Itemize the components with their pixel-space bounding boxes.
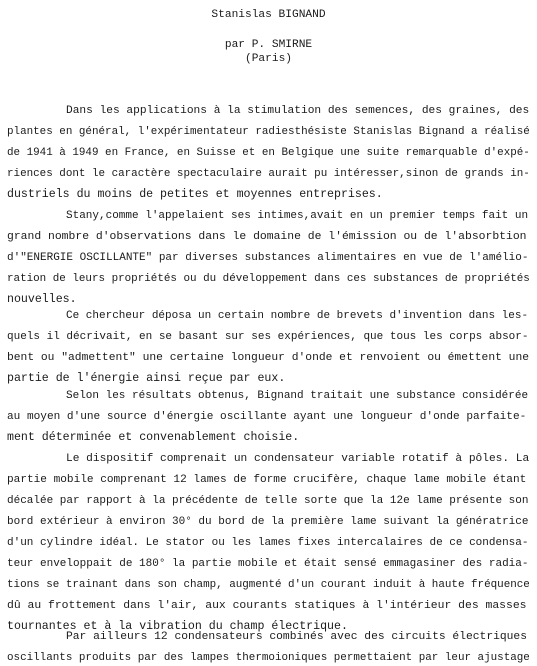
text-line: Dans les applications à la stimulation des semences, des graines, des [66,105,530,117]
text-line: Par ailleurs 12 condensateurs combinés avec des circuits électriques [66,631,527,643]
text-line: grand nombre d'observations dans le domaine de l'émission ou de l'absorbtion [7,231,527,243]
text-line: bord extérieur à environ 30° du bord de la première lame suivant la génératrice [7,516,529,528]
text-line: riences dont le caractère spectaculaire aurait pu intéresser,sinon de grands in- [7,168,530,180]
text-line: d'"ENERGIE OSCILLANTE" par diverses substances alimentaires en vue de l'amélio- [7,252,529,264]
text-line: décalée par rapport à la précédente de telle sorte que la 12e lame présente son [7,495,529,507]
text-line: ration de leurs propriétés ou du développement dans ces substances de propriétés [7,273,530,285]
text-line: plantes en général, l'expérimentateur radiesthésiste Stanislas Bignand a réalisé [7,126,530,138]
text-line: tournantes et à la vibration du champ électrique. [7,620,348,633]
text-line: Ce chercheur déposa un certain nombre de brevets d'invention dans les- [66,310,529,322]
text-line: Stany,comme l'appelaient ses intimes,avait en un premier temps fait un [66,210,529,222]
text-line: partie mobile comprenant 12 lames de forme crucifère, chaque lame mobile étant [7,474,527,486]
text-line: partie de l'énergie ainsi reçue par eux. [7,372,286,385]
text-line: Le dispositif comprenait un condensateur variable rotatif à pôles. La [66,453,530,465]
text-line: tions se trainant dans son champ, augmenté d'un courant induit à haute fréquence [7,579,530,591]
byline: par P. SMIRNE [224,39,313,51]
text-line: dû au frottement dans l'air, aux courants statiques à l'intérieur des masses [7,600,527,612]
location: (Paris) [245,53,292,65]
text-line: nouvelles. [7,293,77,306]
author-heading: Stanislas BIGNAND [211,9,326,21]
text-line: dustriels du moins de petites et moyennes entreprises. [7,188,383,201]
text-line: Selon les résultats obtenus, Bignand traitait une substance considérée [66,390,529,402]
text-line: au moyen d'une source d'énergie oscillante ayant une longueur d'onde parfaite- [7,411,527,423]
text-line: ment déterminée et convenablement choisie. [7,431,300,444]
text-line: oscillants produits par des lampes thermoioniques permettaient par leur ajustage [7,652,530,664]
text-line: teur enveloppait de 180° la partie mobile et était sensé emmagasiner des radia- [7,558,529,570]
text-line: bent ou "admettent" une certaine longueur d'onde et renvoient ou émettent une [7,352,530,364]
text-line: de 1941 à 1949 en France, en Suisse et en Belgique une suite remarquable d'expé- [7,147,530,159]
text-line: d'un cylindre idéal. Le stator ou les lames fixes intercalaires de ce condensa- [7,537,529,549]
text-line: quels il décrivait, en se basant sur ses expériences, que tous les corps absor- [7,331,529,343]
